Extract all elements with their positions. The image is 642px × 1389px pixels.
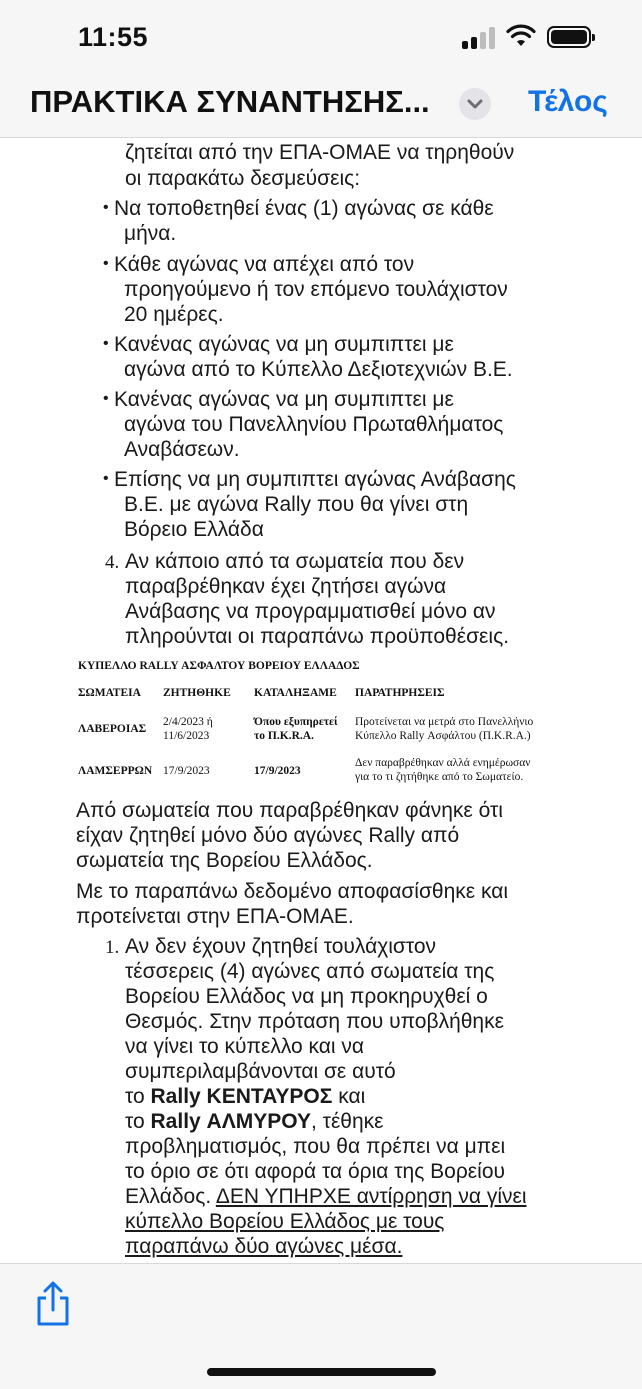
text-line: πληρούνται οι παραπάνω προϋποθέσεις. (125, 625, 510, 648)
share-icon[interactable] (33, 1280, 73, 1328)
text-line: Βόρειο Ελλάδα (124, 518, 264, 541)
text-line: προβληματισμός, που θα πρέπει να μπει (125, 1135, 506, 1158)
text-line: Αναβάσεων. (124, 438, 240, 461)
table-header: ΖΗΤΗΘΗΚΕ (163, 687, 231, 699)
list-number: 4. (105, 552, 120, 573)
text-span: , τέθηκε (310, 1110, 384, 1133)
text-line: Κάθε αγώνας να απέχει από τον (114, 253, 415, 276)
text-line (125, 1109, 384, 1134)
text-line: να γίνει το κύπελλο και να (125, 1035, 365, 1058)
text-span: και (332, 1085, 366, 1108)
status-bar (0, 0, 642, 72)
table-cell: 17/9/2023 (163, 765, 210, 777)
table-header: ΣΩΜΑΤΕΙΑ (78, 687, 141, 699)
list-number: 1. (105, 937, 120, 958)
title-menu-button[interactable] (459, 88, 491, 120)
text-line: Από σωματεία που παραβρέθηκαν φάνηκε ότι (76, 799, 503, 822)
table-title: ΚΥΠΕΛΛΟ RALLY ΑΣΦΑΛΤΟΥ ΒΟΡΕΙΟΥ ΕΛΛΑΔΟΣ (78, 660, 360, 672)
table-cell: 2/4/2023 ή (163, 716, 213, 728)
text-line: Β.Ε. με αγώνα Rally που θα γίνει στη (124, 493, 469, 516)
table-cell: για το τι ζητήθηκε από το Σωματείο. (355, 771, 524, 783)
text-line: συμπεριλαμβάνονται σε αυτό (125, 1060, 396, 1083)
table-cell: ΛΑΒΕΡΟΙΑΣ (78, 723, 147, 735)
table-cell: 11/6/2023 (163, 730, 210, 742)
table-header: ΠΑΡΑΤΗΡΗΣΕΙΣ (355, 687, 445, 699)
table-cell: Δεν παραβρέθηκαν αλλά ενημέρωσαν (355, 757, 531, 769)
chevron-down-icon (459, 88, 491, 120)
text-line: τέσσερεις (4) αγώνες από σωματεία της (125, 960, 495, 983)
navigation-bar (0, 72, 642, 138)
done-button[interactable]: Τέλος (528, 85, 608, 118)
bullet-marker: • (103, 335, 109, 352)
document-title[interactable]: ΠΡΑΚΤΙΚΑ ΣΥΝΑΝΤΗΣΗΣ... (30, 84, 430, 119)
text-line: παραβρέθηκαν έχει ζητήσει αγώνα (125, 575, 447, 598)
text-span: το (125, 1085, 151, 1108)
text-line: αγώνα του Πανελληνίου Πρωταθλήματος (124, 413, 504, 436)
battery-icon (547, 26, 591, 48)
text-line: προτείνεται στην ΕΠΑ-ΟΜΑΕ. (76, 905, 354, 928)
text-line (125, 1184, 527, 1209)
rally-name: Rally ΑΛΜΥΡΟΥ (150, 1110, 311, 1133)
text-line: Να τοποθετηθεί ένας (1) αγώνας σε κάθε (114, 197, 494, 220)
underlined-text: παραπάνω δύο αγώνες μέσα. (125, 1235, 403, 1258)
table-header: ΚΑΤΑΛΗΞΑΜΕ (254, 687, 337, 699)
text-line: προηγούμενο ή τον επόμενο τουλάχιστον (124, 278, 508, 301)
text-line: 20 ημέρες. (124, 303, 224, 326)
text-line: το όριο σε ότι αφορά τα όρια της Βορείου (125, 1160, 505, 1183)
text-span: το (125, 1110, 151, 1133)
table-cell: Προτείνεται να μετρά στο Πανελλήνιο (355, 716, 534, 728)
text-line: Κανένας αγώνας να μη συμπιπτει με (114, 388, 454, 411)
table-cell: ΛΑΜΣΕΡΡΩΝ (78, 765, 153, 777)
bullet-marker: • (103, 199, 109, 216)
underlined-text: ΔΕΝ ΥΠΗΡΧΕ αντίρρηση να γίνει (215, 1185, 527, 1208)
table-cell: 17/9/2023 (254, 765, 301, 777)
text-line: Με το παραπάνω δεδομένο αποφασίσθηκε και (76, 880, 509, 903)
rally-name: Rally ΚΕΝΤΑΥΡΟΣ (150, 1085, 333, 1108)
table-cell: Όπου εξυπηρετεί (254, 716, 338, 728)
bullet-marker: • (103, 390, 109, 407)
text-line: μήνα. (124, 222, 177, 245)
text-line: είχαν ζητηθεί μόνο δύο αγώνες Rally από (76, 824, 460, 847)
status-time: 11:55 (78, 22, 149, 52)
text-line: Ανάβασης να προγραμματισθεί μόνο αν (125, 600, 496, 623)
table-cell: Κύπελλο Rally Ασφάλτου (Π.Κ.R.A.) (355, 730, 531, 742)
text-line: Επίσης να μη συμπιπτει αγώνας Ανάβασης (114, 468, 516, 491)
document-content[interactable] (0, 139, 642, 1263)
text-line: Θεσμός. Στην πρόταση που υποβλήθηκε (125, 1010, 504, 1033)
text-line: Αν δεν έχουν ζητηθεί τουλάχιστον (125, 935, 437, 958)
text-span: Ελλάδος. (125, 1185, 216, 1208)
text-line: οι παρακάτω δεσμεύσεις: (125, 167, 361, 190)
table-cell: το Π.Κ.R.A. (254, 730, 314, 742)
bullet-marker: • (103, 255, 109, 272)
bullet-marker: • (103, 470, 109, 487)
text-line: σωματεία της Βορείου Ελλάδος. (76, 849, 373, 872)
wifi-icon (506, 24, 536, 48)
text-line: Αν κάποιο από τα σωματεία που δεν (125, 550, 465, 573)
text-line (125, 1084, 365, 1109)
text-line: Κανένας αγώνας να μη συμπιπτει με (114, 333, 454, 356)
text-line: αγώνα από το Κύπελλο Δεξιοτεχνιών Β.Ε. (124, 358, 513, 381)
text-line: ζητείται από την ΕΠΑ-ΟΜΑΕ να τηρηθούν (125, 141, 515, 164)
underlined-text: κύπελλο Βορείου Ελλάδος με τους (125, 1210, 445, 1233)
home-indicator (207, 1368, 436, 1376)
cellular-signal-icon (462, 27, 496, 49)
text-line: Βορείου Ελλάδος να μη προκηρυχθεί ο (125, 985, 488, 1008)
